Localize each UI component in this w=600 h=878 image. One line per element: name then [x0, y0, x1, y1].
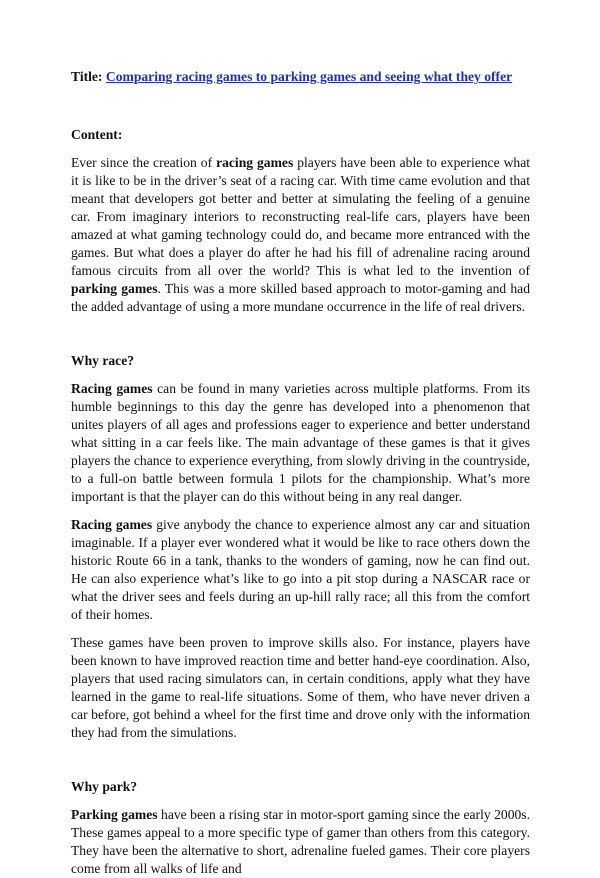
- content-label: Content:: [71, 127, 123, 142]
- title-link[interactable]: Comparing racing games to parking games and seeing what they offer: [105, 69, 513, 84]
- why-race-p1-text: can be found in many varieties across multiple platforms. From its humble beginnings to this day the genre has developed into a phenomenon that unites players of all ages and professions eager to experience and better understand what sitting in a car feels like. The main advantage of these games is that it gives players the chance to experience everything, from slowly driving in the countryside, to a full-on battle between formula 1 pilots for the championship. What’s more important is that the player can do this without being in any real danger.: [71, 381, 530, 504]
- why-park-p1-text: have been a rising star in motor-sport gaming since the early 2000s. These games appeal to a more specific type of gamer than others from this category. They have been the alternative to short, adrenaline fueled games. Their core players come from all walks of life and: [71, 807, 530, 876]
- why-race-paragraph-1: [71, 380, 530, 506]
- title-line: [71, 68, 530, 86]
- why-race-paragraph-2: [71, 516, 530, 624]
- why-race-heading: Why race?: [71, 353, 135, 368]
- why-park-p1-bold: Parking games: [71, 807, 158, 822]
- intro-text-2: players have been able to experience what it is like to be in the driver’s seat of a racing car. With time came evolution and that meant that developers got better and better at simulating the feeling of a genuine car. From imaginary interiors to reconstructing real-life cars, players have been amazed at what gaming technology could do, and became more entranced with the games. But what does a player do after he had his fill of adrenaline racing around famous circuits from all over the world? This is what led to the invention of: [71, 155, 531, 278]
- why-race-p2-text: give anybody the chance to experience almost any car and situation imaginable. If a player ever wondered what it would be like to race others down the historic Route 66 in a tank, thanks to the wonders of gaming, now he can find out. He can also experience what’s like to go into a pit stop during a NASCAR race or what the driver sees and feels during an up-hill rally race; all this from the comfort of their homes.: [71, 517, 531, 622]
- why-park-paragraph-1: [71, 806, 530, 878]
- why-race-paragraph-3: These games have been proven to improve skills also. For instance, players have been known to have improved reaction time and better hand-eye coordination. Also, players that used racing simulators can, in certain conditions, apply what they have learned in the game to real-life situations. Some of them, who have never driven a car before, got behind a wheel for the first time and drove only with the information they had from the simulations.: [71, 635, 530, 740]
- title-prefix: Title:: [71, 69, 106, 84]
- intro-paragraph: [71, 154, 530, 316]
- intro-bold-parking-games: parking games: [71, 281, 158, 296]
- intro-text-3: . This was a more skilled based approach to motor-gaming and had the added advantage of using a more mundane occurrence in the life of real drivers.: [71, 281, 530, 314]
- section-spacer: [71, 326, 530, 352]
- section-spacer: [71, 752, 530, 778]
- why-race-p2-bold: Racing games: [71, 517, 153, 532]
- why-park-heading: Why park?: [71, 779, 138, 794]
- why-race-p1-bold: Racing games: [71, 381, 153, 396]
- intro-bold-racing-games: racing games: [216, 155, 294, 170]
- intro-text-1: Ever since the creation of: [71, 155, 217, 170]
